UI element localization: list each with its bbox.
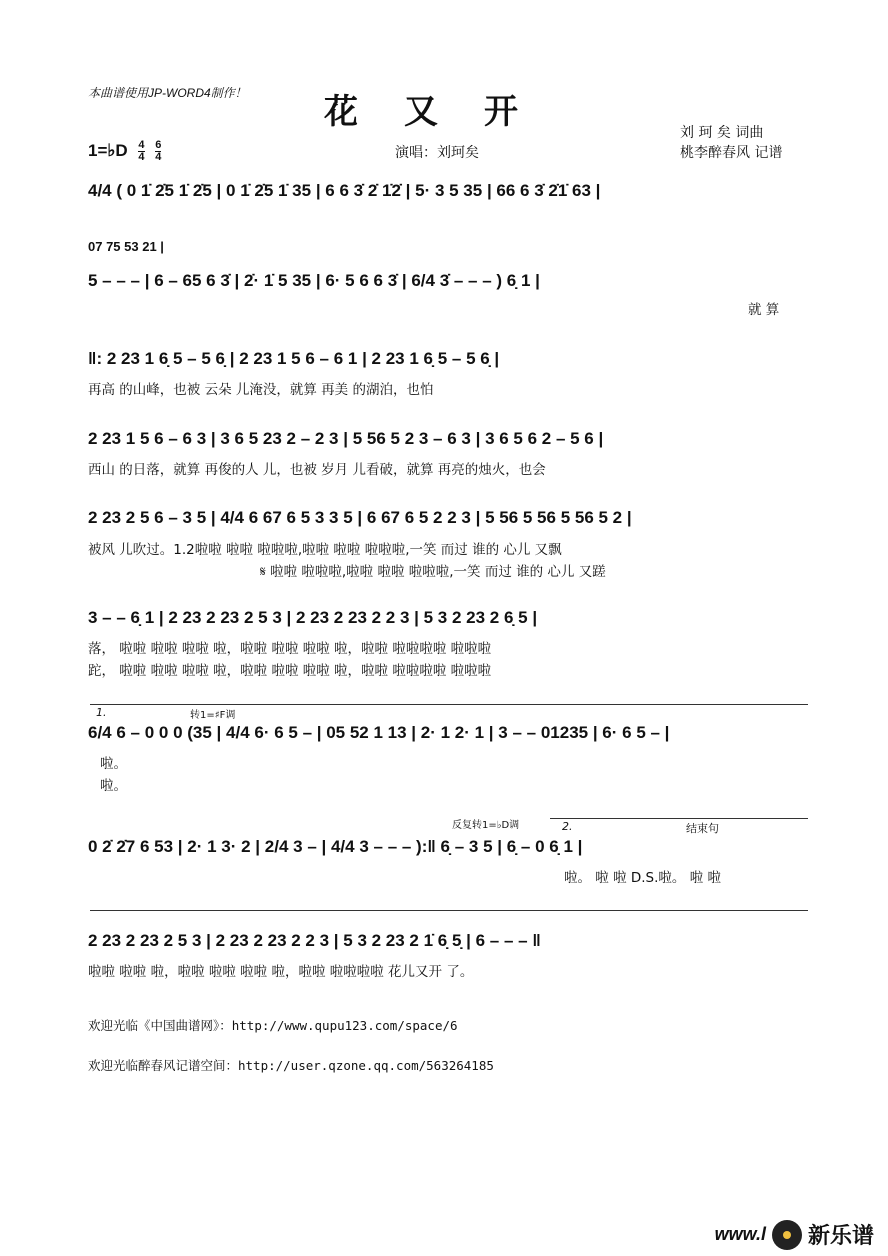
logo-name: 新乐谱	[807, 1224, 874, 1249]
lyrics-line-7b: 啦。	[100, 778, 127, 794]
record-disc-icon	[772, 1220, 802, 1250]
score-line-3: ‖: 2 23 1 6̣ 5 – 5 6̣ | 2 23 1 5 6 – 6 1 | 2 23 1 6̣ 5 – 5 6̣ |	[88, 349, 500, 368]
volta-2-bracket	[550, 818, 808, 819]
key-label: 1=♭D	[88, 140, 128, 160]
volta-1-label: 1.	[96, 706, 107, 719]
footer-link-1[interactable]: 欢迎光临《中国曲谱网》：http://www.qupu123.com/space/6	[88, 1018, 458, 1033]
score-line-1: 4/4 ( 0 1̇ 2̇5 1̇ 2̇5 | 0 1̇ 2̇5 1̇ 35 | 6 6 3̇ 2̇ 1̇2̇ | 5· 3 5 35 | 66 6 3̇ 2̇1̇ 63 |	[88, 181, 601, 200]
repeat-modulation: 反复转1=♭D调	[452, 820, 520, 831]
score-line-7: 6/4 6 – 0 0 0 (35 | 4/4 6· 6 5 – | 05 52 1 13 | 2· 1 2· 1 | 3 – – 01235 | 6· 6 5 – |	[88, 723, 670, 742]
score-line-2: 5 – – – | 6 – 65 6 3̇ | 2̇· 1̇ 5 35 | 6· 5 6 6 3̇ | 6/4 3̇ – – – ) 6̣ 1 |	[88, 271, 540, 290]
ending-label: 结束句	[686, 822, 719, 835]
site-logo[interactable]	[715, 1219, 874, 1250]
ending-bracket	[90, 910, 808, 911]
lyrics-line-8: 啦。 啦 啦 D.S.啦。 啦 啦	[564, 870, 722, 886]
lyrics-line-6b: 跎， 啦啦 啦啦 啦啦 啦，啦啦 啦啦 啦啦 啦，啦啦 啦啦啦啦 啦啦啦	[88, 663, 492, 679]
page-title: 花又开	[324, 92, 564, 132]
score-line-9: 2 23 2 23 2 5 3 | 2 23 2 23 2 2 3 | 5 3 2 23 2 1̇ 6̣ 5̣ | 6 – – – ‖	[88, 931, 541, 950]
volta-1-bracket	[90, 704, 808, 705]
credit-lyricist-composer: 刘 珂 矣 词曲	[680, 125, 764, 141]
volta-2-label: 2.	[562, 820, 573, 833]
score-line-2-ossia: 07 75 53 21 |	[88, 238, 164, 254]
score-line-4: 2 23 1 5 6 – 6 3 | 3 6 5 23 2 – 2 3 | 5 56 5 2 3 – 6 3 | 3 6 5 6 2 – 5 6 |	[88, 429, 604, 448]
lyrics-line-6a: 落， 啦啦 啦啦 啦啦 啦，啦啦 啦啦 啦啦 啦，啦啦 啦啦啦啦 啦啦啦	[88, 641, 492, 657]
modulation-1: 转1=♯F调	[190, 710, 236, 721]
lyrics-line-2: 就 算	[748, 302, 780, 318]
score-line-5: 2 23 2 5 6 – 3 5 | 4/4 6 67 6 5 3 3 5 | 6 67 6 5 2 2 3 | 5 56 5 56 5 56 5 2 |	[88, 508, 632, 527]
time-signature-2: $\frac{6}{4}$	[155, 139, 162, 163]
lyrics-line-7a: 啦。	[100, 756, 127, 772]
lyrics-line-4: 西山 的日落，就算 再俊的人 儿，也被 岁月 儿看破，就算 再亮的烛火，也会	[88, 462, 546, 478]
software-note: 本曲谱使用JP-WORD4制作！	[88, 86, 247, 100]
footer-link-2[interactable]: 欢迎光临醉春风记谱空间：http://user.qzone.qq.com/563264185	[88, 1058, 494, 1073]
credit-singer: 演唱：刘珂矣	[395, 145, 479, 161]
lyrics-line-9: 啦啦 啦啦 啦，啦啦 啦啦 啦啦 啦，啦啦 啦啦啦啦 花儿又开 了。	[88, 964, 474, 980]
credit-transcriber: 桃李醉春风 记谱	[680, 145, 783, 161]
score-line-6: 3 – – 6̣ 1 | 2 23 2 23 2 5 3 | 2 23 2 23 2 2 3 | 5 3 2 23 2 6̣ 5 |	[88, 608, 538, 627]
score-line-8: 0 2̇ 2̇7 6 53 | 2· 1 3· 2 | 2/4 3 – | 4/4 3 – – – ):‖ 6̣ – 3 5 | 6̣ – 0 6̣ 1 |	[88, 837, 583, 856]
logo-url: www.l	[714, 1224, 766, 1244]
lyrics-line-5a: 被风 儿吹过。1.2啦啦 啦啦 啦啦啦,啦啦 啦啦 啦啦啦,一笑 而过 谁的 心儿 又飘	[88, 542, 562, 558]
lyrics-line-3: 再高 的山峰，也被 云朵 儿淹没，就算 再美 的湖泊，也怕	[88, 382, 434, 398]
key-signature	[88, 140, 161, 163]
time-signature-1: $\frac{4}{4}$	[138, 139, 145, 163]
lyrics-line-5b: 𝄋 啦啦 啦啦啦,啦啦 啦啦 啦啦啦,一笑 而过 谁的 心儿 又蹉	[260, 564, 606, 580]
